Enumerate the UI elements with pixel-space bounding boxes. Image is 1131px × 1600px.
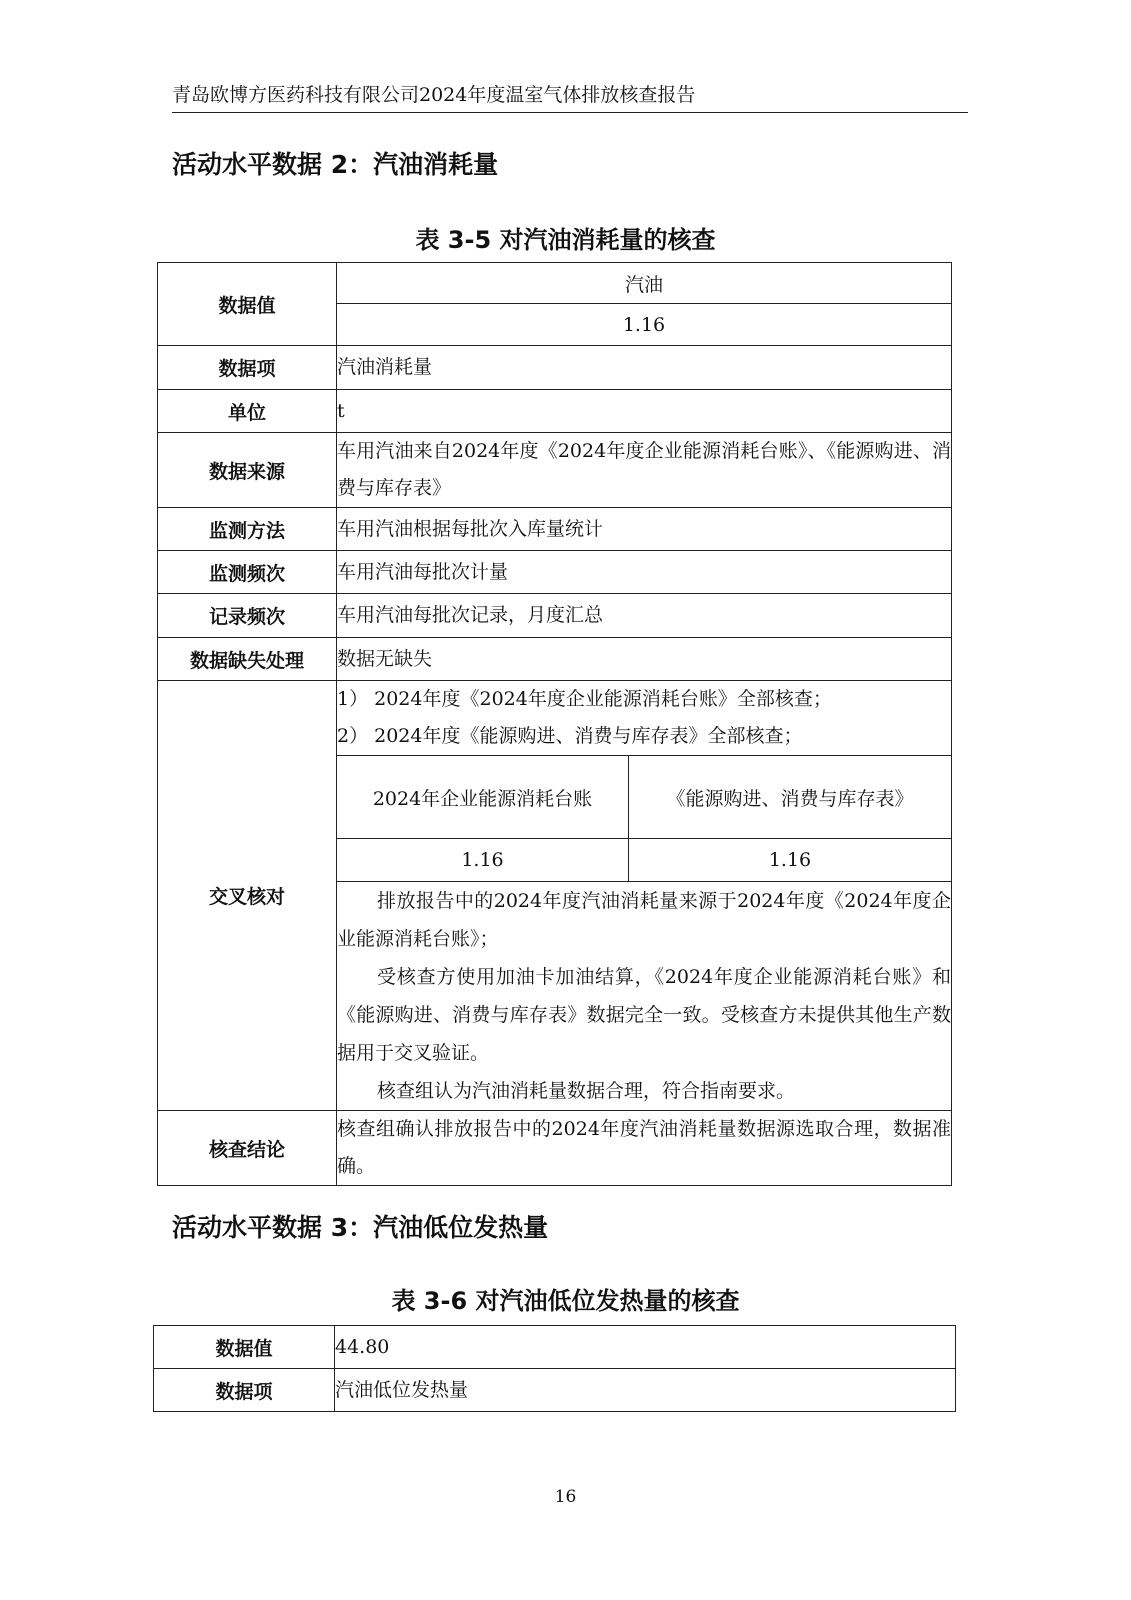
table-row bbox=[158, 594, 952, 638]
table-row bbox=[158, 263, 952, 304]
row-label-missing: 数据缺失处理 bbox=[158, 638, 337, 681]
section-heading-gasoline-consumption: 活动水平数据 2：汽油消耗量 bbox=[172, 150, 499, 179]
data-value-subheader: 汽油 bbox=[337, 263, 952, 304]
row-label-source: 数据来源 bbox=[158, 433, 337, 508]
record-cell: 车用汽油每批次记录，月度汇总 bbox=[337, 594, 952, 638]
data-value-cell: 44.80 bbox=[335, 1326, 956, 1369]
compare-value-inventory: 1.16 bbox=[629, 839, 952, 882]
table-row bbox=[158, 433, 952, 508]
cross-check-paragraph: 核查组认为汽油消耗量数据合理，符合指南要求。 bbox=[377, 1080, 796, 1102]
cross-check-paragraph: 排放报告中的2024年度汽油消耗量来源于2024年度《2024年度企业能源消耗台账》； bbox=[337, 890, 952, 950]
table-row bbox=[158, 681, 952, 756]
data-value-cell: 1.16 bbox=[337, 304, 952, 346]
table-3-6 bbox=[153, 1325, 956, 1412]
compare-header-ledger: 2024年企业能源消耗台账 bbox=[337, 756, 629, 839]
compare-header-inventory: 《能源购进、消费与库存表》 bbox=[629, 756, 952, 839]
data-item-cell: 汽油消耗量 bbox=[337, 346, 952, 390]
row-label-data-item: 数据项 bbox=[158, 346, 337, 390]
table-row bbox=[158, 551, 952, 594]
page-number: 16 bbox=[554, 1487, 577, 1507]
table-row bbox=[158, 508, 952, 551]
header-title: 青岛欧博方医药科技有限公司2024年度温室气体排放核查报告 bbox=[172, 84, 696, 106]
row-label-data-value: 数据值 bbox=[158, 263, 337, 346]
table-3-5-title: 表 3-5 对汽油消耗量的核查 bbox=[415, 226, 716, 254]
cross-check-item: 2） 2024年度《能源购进、消费与库存表》全部核查； bbox=[337, 725, 803, 747]
cross-check-item: 1） 2024年度《2024年度企业能源消耗台账》全部核查； bbox=[337, 688, 832, 710]
table-3-5 bbox=[157, 262, 952, 1186]
missing-cell: 数据无缺失 bbox=[337, 638, 952, 681]
table-row bbox=[154, 1369, 956, 1412]
data-item-cell: 汽油低位发热量 bbox=[335, 1369, 956, 1412]
cross-check-paragraphs bbox=[337, 882, 952, 1111]
cross-check-paragraph: 受核查方使用加油卡加油结算，《2024年度企业能源消耗台账》和《能源购进、消费与库存表》数据完全一致。受核查方未提供其他生产数据用于交叉验证。 bbox=[337, 966, 952, 1064]
source-cell: 车用汽油来自2024年度《2024年度企业能源消耗台账》、《能源购进、消费与库存表》 bbox=[337, 433, 952, 508]
unit-cell: t bbox=[337, 390, 952, 433]
method-cell: 车用汽油根据每批次入库量统计 bbox=[337, 508, 952, 551]
table-row bbox=[154, 1326, 956, 1369]
table-row bbox=[158, 346, 952, 390]
row-label-record: 记录频次 bbox=[158, 594, 337, 638]
conclusion-cell: 核查组确认排放报告中的2024年度汽油消耗量数据源选取合理，数据准确。 bbox=[337, 1111, 952, 1186]
row-label-conclusion: 核查结论 bbox=[158, 1111, 337, 1186]
cross-check-items bbox=[337, 681, 952, 756]
table-row bbox=[158, 1111, 952, 1186]
section-heading-gasoline-heating-value: 活动水平数据 3：汽油低位发热量 bbox=[172, 1213, 549, 1242]
page-header bbox=[172, 82, 968, 113]
table-row bbox=[158, 638, 952, 681]
table-row bbox=[158, 390, 952, 433]
row-label-data-item: 数据项 bbox=[154, 1369, 335, 1412]
row-label-data-value: 数据值 bbox=[154, 1326, 335, 1369]
frequency-cell: 车用汽油每批次计量 bbox=[337, 551, 952, 594]
table-3-6-title: 表 3-6 对汽油低位发热量的核查 bbox=[391, 1287, 740, 1315]
row-label-unit: 单位 bbox=[158, 390, 337, 433]
row-label-cross-check: 交叉核对 bbox=[158, 681, 337, 1111]
compare-value-ledger: 1.16 bbox=[337, 839, 629, 882]
row-label-method: 监测方法 bbox=[158, 508, 337, 551]
row-label-frequency: 监测频次 bbox=[158, 551, 337, 594]
